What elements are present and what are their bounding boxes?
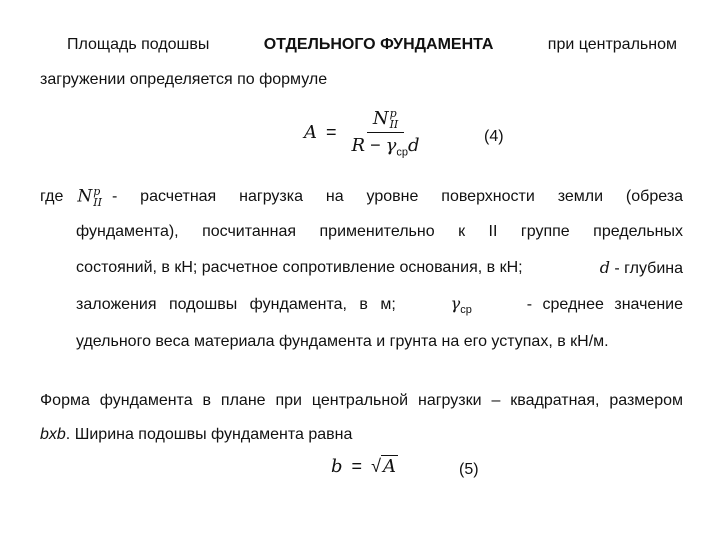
shape-line-2	[40, 425, 352, 445]
where-text-3b: - глубина	[614, 260, 683, 277]
where-text-4b: - среднее значение	[526, 296, 683, 313]
intro-bold-term: ОТДЕЛЬНОГО ФУНДАМЕНТА	[263, 36, 494, 53]
denominator-d: d	[408, 135, 420, 157]
equation-number-5: (5)	[459, 461, 479, 478]
formula-4-lhs: A	[304, 122, 317, 144]
shape-text-2: . Ширина подошвы фундамента равна	[65, 426, 353, 443]
intro-line-1	[67, 35, 677, 55]
where-symbol	[77, 186, 102, 208]
formula-4-fraction	[346, 108, 426, 159]
denominator-gamma-sub: ср	[396, 146, 409, 159]
where-symbol-N: N	[77, 186, 93, 207]
formula-4-eq: =	[326, 122, 337, 143]
formula-4-numerator	[367, 108, 404, 133]
denominator-R: R	[351, 135, 366, 157]
denominator-minus: −	[370, 135, 381, 156]
where-text-3-d-group	[600, 258, 683, 279]
denominator-gamma: γ	[385, 135, 397, 157]
intro-text-1: Площадь подошвы	[67, 36, 210, 53]
formula-5-lhs: b	[331, 456, 343, 477]
where-line-2: фундамента), посчитанная применительно к II группе предельных	[76, 223, 683, 240]
where-line-4	[76, 294, 683, 320]
intro-line-2: загружении определяется по формуле	[40, 71, 328, 88]
numerator-sub: II	[389, 118, 399, 132]
where-line-5: удельного веса материала фундамента и грунта на его уступах, в кН/м.	[76, 333, 609, 350]
where-depth-d: d	[599, 258, 610, 277]
formula-5-radical: √	[371, 456, 381, 476]
formula-5	[331, 456, 398, 477]
shape-line-1: Форма фундамента в плане при центральной нагрузки – квадратная, размером	[40, 392, 683, 409]
where-line-1	[40, 186, 683, 208]
formula-5-eq: =	[351, 456, 363, 476]
where-text-1: - расчетная нагрузка на уровне поверхности земли (обреза	[111, 188, 683, 205]
intro-text-2: при центральном	[547, 36, 677, 53]
where-symbol-sup: p	[93, 185, 101, 198]
where-line-3	[76, 258, 683, 279]
numerator-sup: p	[389, 107, 397, 121]
shape-bxb: bxb	[40, 426, 66, 443]
where-gamma-sub: ср	[460, 304, 472, 317]
formula-5-arg: A	[382, 456, 396, 477]
where-gamma: γ	[450, 294, 461, 313]
where-gamma-group	[451, 294, 472, 320]
where-word: где	[40, 188, 64, 205]
equation-number-4: (4)	[484, 128, 504, 145]
where-text-3a: состояний, в кН; расчетное сопротивление основания, в кН;	[76, 259, 523, 276]
formula-4-denominator	[346, 133, 426, 159]
where-text-4a: заложения подошвы фундамента, в м;	[76, 296, 396, 313]
numerator-N: N	[372, 108, 389, 129]
formula-4	[304, 108, 426, 159]
where-symbol-sub: II	[93, 196, 102, 209]
